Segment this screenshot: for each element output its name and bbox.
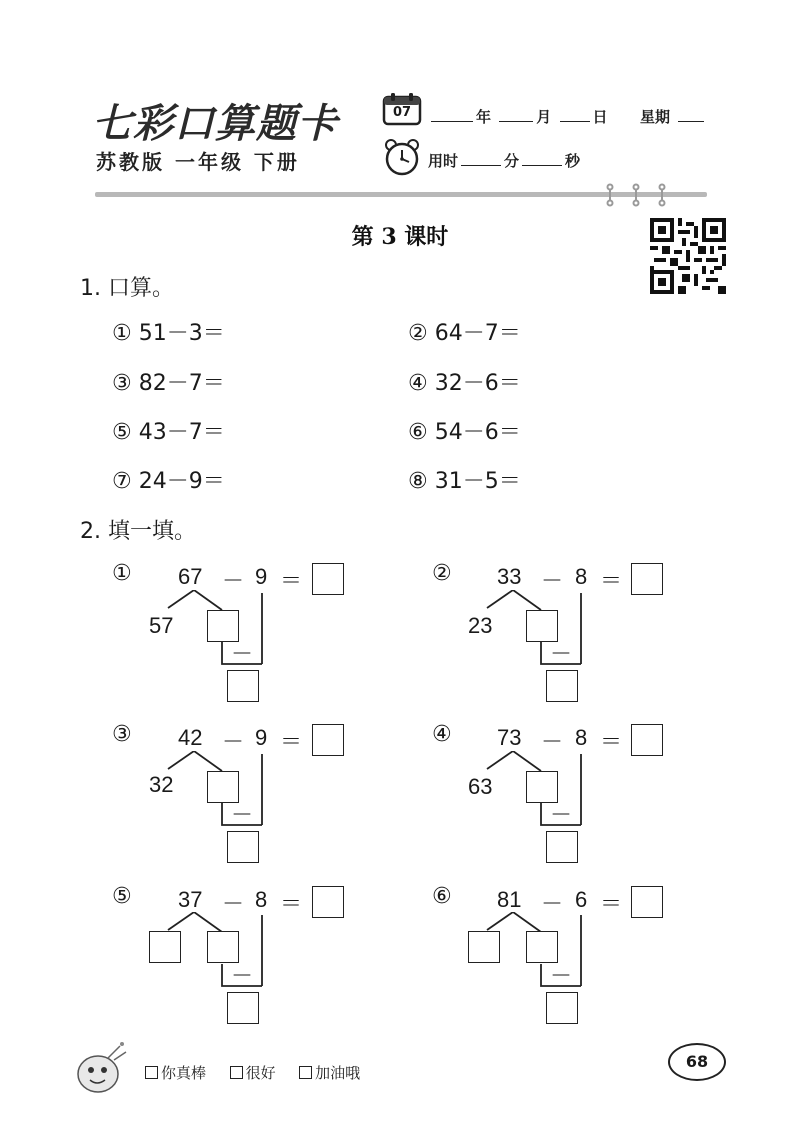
problem-expression: 64－7＝ — [434, 321, 521, 346]
problem-marker: ⑥ — [408, 420, 428, 445]
problem-expression: 32－6＝ — [434, 371, 521, 396]
problem-marker: ③ — [112, 371, 132, 396]
answer-box[interactable] — [312, 724, 344, 756]
oral-problem-7 — [112, 464, 225, 495]
answer-box[interactable] — [631, 563, 663, 595]
praise-option-3[interactable] — [299, 1064, 360, 1082]
result-box[interactable] — [227, 992, 259, 1024]
subtrahend: 9 — [255, 564, 268, 589]
problem-marker: ② — [432, 561, 452, 586]
year-label: 年 — [476, 108, 492, 126]
equals-sign: ＝ — [280, 568, 303, 593]
minuend: 42 — [178, 725, 203, 750]
problem-marker: ⑤ — [112, 884, 132, 909]
praise-label: 加油哦 — [315, 1064, 361, 1082]
problem-marker: ⑦ — [112, 469, 132, 494]
answer-box[interactable] — [631, 724, 663, 756]
problem-marker: ① — [112, 561, 132, 586]
oral-problem-8 — [408, 464, 521, 495]
calendar-day: 07 — [392, 105, 412, 120]
month-label: 月 — [536, 108, 552, 126]
problem-expression: 24－9＝ — [138, 469, 225, 494]
calendar-icon — [382, 92, 422, 126]
minute-label: 分 — [504, 152, 520, 170]
mascot-icon — [70, 1040, 132, 1096]
minus-sign: － — [222, 729, 245, 754]
oral-problem-1 — [112, 316, 225, 347]
problem-expression: 54－6＝ — [434, 420, 521, 445]
minus-sign: － — [541, 568, 564, 593]
weekday-label: 星期 — [639, 108, 670, 126]
minuend: 81 — [497, 887, 522, 912]
split-part: 23 — [468, 613, 493, 638]
edition-label: 苏教版 一年级 下册 — [96, 150, 300, 174]
problem-expression: 31－5＝ — [434, 469, 521, 494]
problem-marker: ① — [112, 321, 132, 346]
problem-expression: 43－7＝ — [138, 420, 225, 445]
time-line — [428, 150, 580, 171]
qr-code — [650, 218, 726, 294]
oral-problem-6 — [408, 415, 521, 446]
problem-expression: 51－3＝ — [138, 321, 225, 346]
split-part: 57 — [149, 613, 174, 638]
problem-marker: ⑥ — [432, 884, 452, 909]
ring-marks-decor — [600, 183, 672, 209]
clock-icon — [382, 138, 422, 176]
problem-marker: ⑧ — [408, 469, 428, 494]
subtrahend: 9 — [255, 725, 268, 750]
minuend: 37 — [178, 887, 203, 912]
problem-expression: 82－7＝ — [138, 371, 225, 396]
subtrahend: 8 — [575, 564, 588, 589]
minuend: 67 — [178, 564, 203, 589]
problem-marker: ④ — [432, 722, 452, 747]
result-box[interactable] — [546, 670, 578, 702]
praise-option-1[interactable] — [145, 1064, 206, 1082]
praise-option-2[interactable] — [230, 1064, 276, 1082]
checkbox-icon[interactable] — [230, 1066, 243, 1079]
subtrahend: 8 — [255, 887, 268, 912]
praise-options — [145, 1062, 360, 1083]
oral-problem-2 — [408, 316, 521, 347]
time-used-label: 用时 — [428, 152, 459, 170]
inner-minus-sign: － — [231, 963, 254, 988]
problem-marker: ④ — [408, 371, 428, 396]
result-box[interactable] — [227, 670, 259, 702]
inner-minus-sign: － — [550, 802, 573, 827]
section-1-title: 1. 口算。 — [80, 276, 174, 301]
answer-box[interactable] — [631, 886, 663, 918]
equals-sign: ＝ — [280, 729, 303, 754]
subtrahend: 8 — [575, 725, 588, 750]
inner-minus-sign: － — [231, 802, 254, 827]
checkbox-icon[interactable] — [299, 1066, 312, 1079]
equals-sign: ＝ — [280, 891, 303, 916]
oral-problem-5 — [112, 415, 225, 446]
result-box[interactable] — [546, 992, 578, 1024]
split-part-box-left[interactable] — [149, 931, 181, 963]
answer-box[interactable] — [312, 886, 344, 918]
minuend: 33 — [497, 564, 522, 589]
oral-problem-4 — [408, 366, 521, 397]
praise-label: 你真棒 — [161, 1064, 207, 1082]
minuend: 73 — [497, 725, 522, 750]
inner-minus-sign: － — [231, 641, 254, 666]
subtrahend: 6 — [575, 887, 588, 912]
inner-minus-sign: － — [550, 641, 573, 666]
brand-title: 七彩口算题卡 — [92, 101, 338, 147]
split-part: 63 — [468, 774, 493, 799]
split-part-box-left[interactable] — [468, 931, 500, 963]
minus-sign: － — [541, 891, 564, 916]
day-label: 日 — [592, 108, 608, 126]
problem-marker: ⑤ — [112, 420, 132, 445]
result-box[interactable] — [546, 831, 578, 863]
oral-problem-3 — [112, 366, 225, 397]
answer-box[interactable] — [312, 563, 344, 595]
minus-sign: － — [222, 891, 245, 916]
minus-sign: － — [541, 729, 564, 754]
minus-sign: － — [222, 568, 245, 593]
split-part: 32 — [149, 772, 174, 797]
problem-marker: ③ — [112, 722, 132, 747]
section-2-title: 2. 填一填。 — [80, 519, 196, 544]
problem-marker: ② — [408, 321, 428, 346]
page-number: 68 — [668, 1043, 726, 1081]
praise-label: 很好 — [245, 1064, 276, 1082]
result-box[interactable] — [227, 831, 259, 863]
second-label: 秒 — [565, 152, 581, 170]
checkbox-icon[interactable] — [145, 1066, 158, 1079]
equals-sign: ＝ — [600, 568, 623, 593]
inner-minus-sign: － — [550, 963, 573, 988]
equals-sign: ＝ — [600, 729, 623, 754]
date-line — [428, 106, 707, 127]
equals-sign: ＝ — [600, 891, 623, 916]
lesson-title: 第 3 课时 — [351, 224, 449, 250]
